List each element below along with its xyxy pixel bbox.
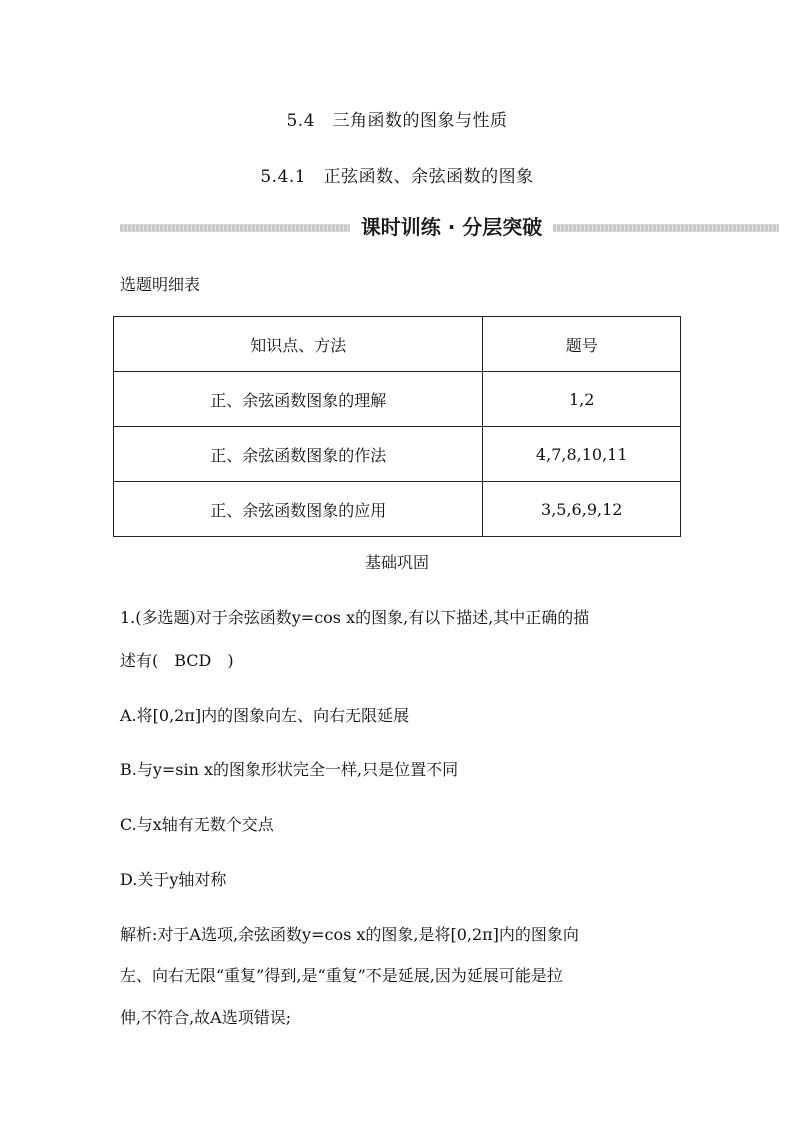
banner-left-rule — [120, 224, 350, 232]
question-stem-line-2: 述有( BCD ) — [120, 651, 234, 670]
table-cell: 1,2 — [483, 372, 681, 427]
table-cell: 正、余弦函数图象的理解 — [114, 372, 483, 427]
table-header-cell: 题号 — [483, 317, 681, 372]
table-cell: 4,7,8,10,11 — [483, 427, 681, 482]
table-row — [114, 372, 681, 427]
table-header-cell: 知识点、方法 — [114, 317, 483, 372]
question-stem-line-1: 1.(多选题)对于余弦函数y=cos x的图象,有以下描述,其中正确的描 — [120, 608, 590, 627]
topic-table — [113, 316, 681, 537]
table-cell: 正、余弦函数图象的应用 — [114, 482, 483, 537]
table-row — [114, 427, 681, 482]
section-heading: 基础巩固 — [364, 553, 429, 572]
subsection-title: 5.4.1 正弦函数、余弦函数的图象 — [260, 167, 534, 187]
option-d: D.关于y轴对称 — [120, 870, 227, 889]
option-b: B.与y=sin x的图象形状完全一样,只是位置不同 — [120, 760, 459, 779]
table-row — [114, 482, 681, 537]
table-header-row — [114, 317, 681, 372]
table-cell: 3,5,6,9,12 — [483, 482, 681, 537]
table-caption: 选题明细表 — [120, 275, 201, 294]
analysis-line-3: 伸,不符合,故A选项错误; — [120, 1008, 292, 1027]
analysis-line-1: 解析:对于A选项,余弦函数y=cos x的图象,是将[0,2π]内的图象向 — [120, 925, 579, 944]
option-c: C.与x轴有无数个交点 — [120, 815, 274, 834]
table-cell: 正、余弦函数图象的作法 — [114, 427, 483, 482]
option-a: A.将[0,2π]内的图象向左、向右无限延展 — [120, 706, 410, 725]
banner-right-rule — [553, 224, 779, 232]
analysis-line-2: 左、向右无限“重复”得到,是“重复”不是延展,因为延展可能是拉 — [120, 966, 563, 985]
section-title: 5.4 三角函数的图象与性质 — [286, 111, 508, 131]
banner-title: 课时训练 · 分层突破 — [360, 215, 543, 239]
